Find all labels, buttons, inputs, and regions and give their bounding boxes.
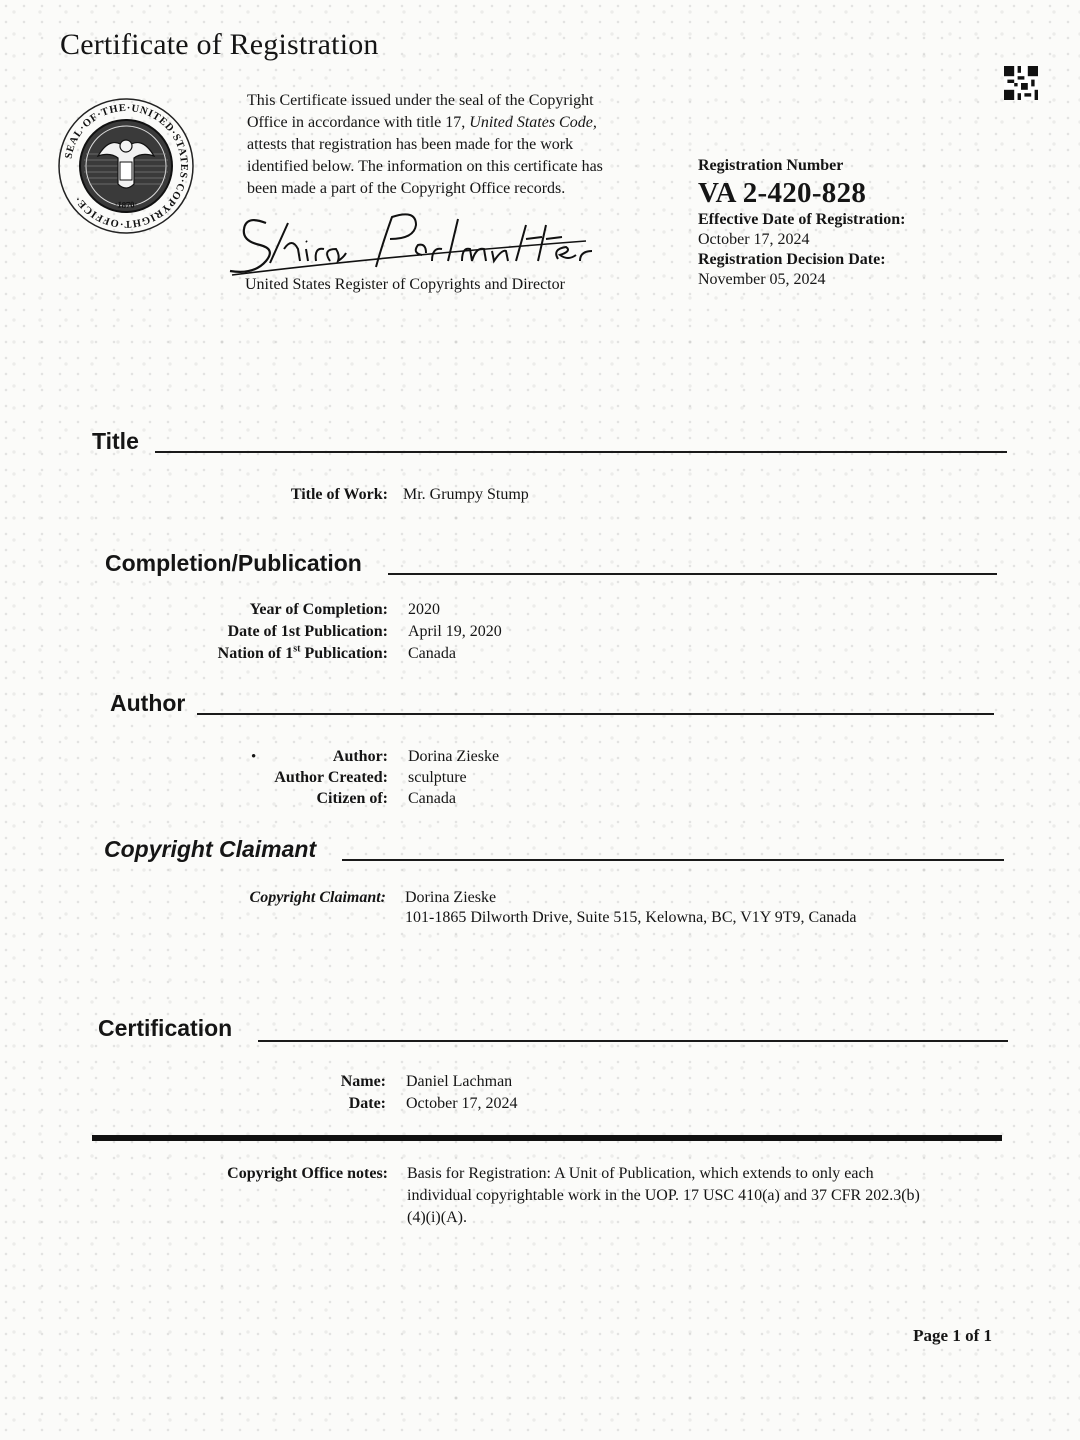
decision-date-label: Registration Decision Date:: [698, 251, 886, 268]
certification-date-label: Date:: [348, 1095, 386, 1112]
author-name: Dorina Zieske: [408, 748, 500, 765]
author-bullet: •: [251, 749, 257, 765]
copyright-claimant-address: 101-1865 Dilworth Drive, Suite 515, Kelowna, BC, V1Y 9T9, Canada: [405, 909, 857, 926]
copyright-claimant-name: Dorina Zieske: [405, 889, 497, 906]
seal-ring-text: SEAL·OF·THE·UNITED·STATES·COPYRIGHT·OFFICE·: [63, 102, 190, 230]
citizen-of: Canada: [408, 790, 456, 807]
first-publication-date: April 19, 2020: [408, 623, 502, 640]
label-superscript: st: [293, 643, 301, 655]
copyright-office-seal-icon: [56, 96, 196, 236]
registration-number-label: Registration Number: [698, 157, 844, 174]
section-heading-completion: Completion/Publication: [105, 550, 362, 576]
section-divider: [155, 451, 1007, 453]
notes-line: individual copyrightable work in the UOP. 17 USC 410(a) and 37 CFR 202.3(b): [407, 1187, 920, 1204]
section-divider: [342, 859, 1004, 861]
intro-line-italic: United States Code,: [469, 114, 597, 131]
intro-line-text: Office in accordance with title 17,: [247, 114, 470, 131]
nation-of-publication-label: [218, 643, 388, 665]
qr-code-icon: [1004, 66, 1038, 100]
seal-year: ·1870·: [113, 198, 139, 211]
notes-divider: [92, 1135, 1002, 1141]
decision-date: November 05, 2024: [698, 271, 826, 288]
certification-name-label: Name:: [340, 1073, 386, 1090]
certification-date: October 17, 2024: [406, 1095, 518, 1112]
author-created: sculpture: [408, 769, 467, 786]
citizen-of-label: Citizen of:: [316, 790, 388, 807]
effective-date-label: Effective Date of Registration:: [698, 211, 906, 228]
page-number: Page 1 of 1: [913, 1326, 992, 1345]
year-of-completion: 2020: [408, 601, 440, 618]
author-label: Author:: [332, 748, 388, 765]
section-divider: [388, 573, 997, 575]
intro-line: This Certificate issued under the seal of the Copyright: [247, 92, 594, 109]
register-signature: [226, 205, 596, 277]
effective-date: October 17, 2024: [698, 231, 810, 248]
section-divider: [258, 1040, 1008, 1042]
register-title: United States Register of Copyrights and Director: [245, 276, 565, 293]
copyright-claimant-label: Copyright Claimant:: [249, 889, 386, 906]
registration-block: [698, 156, 998, 290]
year-of-completion-label: Year of Completion:: [249, 601, 388, 618]
label-part: Publication:: [300, 645, 388, 662]
certification-name: Daniel Lachman: [406, 1073, 513, 1090]
registration-number: VA 2-420-828: [698, 177, 867, 209]
author-created-label: Author Created:: [274, 769, 388, 786]
intro-line: been made a part of the Copyright Office records.: [247, 180, 566, 197]
section-heading-author: Author: [110, 690, 186, 716]
section-heading-claimant: Copyright Claimant: [104, 836, 317, 862]
copyright-office-notes-label: Copyright Office notes:: [227, 1165, 388, 1182]
first-publication-date-label: Date of 1st Publication:: [227, 623, 388, 640]
certificate-intro: [247, 90, 647, 200]
section-divider: [197, 713, 994, 715]
label-part: Nation of 1: [217, 645, 294, 662]
intro-line: [247, 112, 647, 134]
intro-line: attests that registration has been made for the work: [247, 136, 574, 153]
title-of-work: Mr. Grumpy Stump: [403, 486, 529, 503]
title-of-work-label: Title of Work:: [290, 486, 388, 503]
intro-line: identified below. The information on this certificate has: [247, 158, 603, 175]
section-heading-certification: Certification: [98, 1015, 233, 1041]
notes-line: (4)(i)(A).: [407, 1209, 467, 1226]
notes-line: Basis for Registration: A Unit of Publication, which extends to only each: [407, 1165, 874, 1182]
section-heading-title: Title: [92, 428, 139, 454]
certificate-title: Certificate of Registration: [60, 28, 379, 61]
nation-of-publication: Canada: [408, 645, 456, 662]
